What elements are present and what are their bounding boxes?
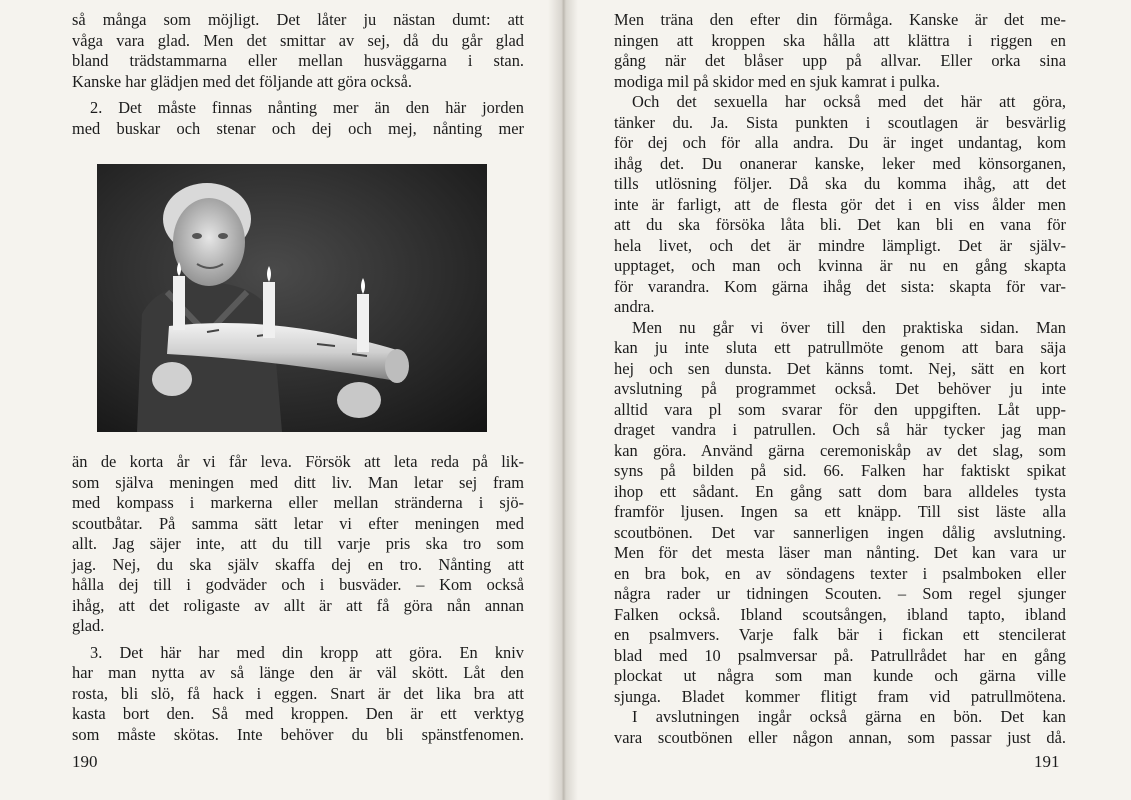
text-line: scoutbåtar. På samma sätt letar vi efter meningen med	[72, 513, 524, 533]
text-line: syns på bilden på sid. 66. Falken har faktiskt spikat	[614, 461, 1066, 480]
text-line: kasta bort den. Så med kroppen. Den är ett verktyg	[72, 704, 524, 723]
text-line: scoutbönen. Det var sannerligen ingen dålig avslutning.	[614, 522, 1066, 542]
right-paragraph-c	[614, 318, 1066, 708]
text-line: avslutning på programmet också. Det behöver ju inte	[614, 379, 1066, 398]
text-line: för dej och för alla andra. Du är inget undantag, kom	[614, 133, 1066, 152]
text-line: än de korta år vi får leva. Försök att leta reda på lik-	[72, 452, 524, 471]
text-line: hela livet, och det är mindre lämpligt. Det är själv-	[614, 235, 1066, 255]
left-intro-paragraph	[72, 10, 524, 92]
text-line: glad.	[72, 616, 105, 635]
text-line: har man nytta av så länge den är väl skött. Låt den	[72, 663, 524, 682]
text-line: kan ju inte sluta ett patrullmöte genom att bara säja	[614, 338, 1066, 357]
text-line: en bra bok, en av söndagens texter i psalmboken eller	[614, 563, 1066, 583]
text-line: Och det sexuella har också med det här att göra,	[632, 92, 1066, 111]
text-line: 3. Det här har med din kropp att göra. En kniv	[90, 642, 524, 662]
text-line: våga vara glad. Men det smittar av sej, då du går glad	[72, 30, 524, 50]
text-line: modiga mil på skidor med en sjuk kamrat i pulka.	[614, 71, 940, 91]
text-line: kan göra. Använd gärna ceremoniskåp av det slag, som	[614, 440, 1066, 460]
text-line: några rader ur tidningen Scouten. – Som regel sjunger	[614, 584, 1066, 603]
boy-with-candle-holder-photo	[97, 164, 487, 432]
text-line: Men nu går vi över till den praktiska sidan. Man	[632, 317, 1066, 337]
left-paragraph-2-continued	[72, 452, 524, 637]
text-line: alltid vara pl som svarar för den uppgiften. Låt upp-	[614, 399, 1066, 419]
text-line: andra.	[614, 297, 655, 316]
text-line: jag. Nej, du ska själv skaffa dej en tro. Nånting att	[72, 554, 524, 574]
text-line: plockat ut några som man kunde och gärna ville	[614, 666, 1066, 685]
text-line: draget vandra i patrullen. Och så här tycker jag man	[614, 420, 1066, 439]
text-line: vara scoutbönen eller någon annan, som passar just då.	[614, 727, 1066, 747]
text-line: med buskar och stenar och dej och mej, nånting mer	[72, 118, 524, 138]
text-line: Falken också. Ibland scoutsången, ibland tapto, ibland	[614, 604, 1066, 624]
text-line: sjunga. Bladet kommer flitigt fram vid patrullmötena.	[614, 686, 1066, 706]
text-line: ihop ett sådant. En gång satt dom bara alldeles tysta	[614, 481, 1066, 501]
text-line: tills utlösning följer. Då ska du komma ihåg, att det	[614, 174, 1066, 193]
text-line: tänker du. Ja. Sista punkten i scoutlagen är besvärlig	[614, 112, 1066, 132]
book-gutter	[548, 0, 578, 800]
text-line: Men för det mesta läser man nånting. Det kan vara ur	[614, 543, 1066, 562]
text-line: bland trädstammarna eller mellan husväggarna i stan.	[72, 51, 524, 70]
text-line: ihåg, att det roligaste av allt är att få göra nån annan	[72, 595, 524, 615]
text-line: gång när det blåser upp på allvar. Eller orka sina	[614, 51, 1066, 70]
text-line: en psalmvers. Varje falk bär i fickan ett stencilerat	[614, 625, 1066, 644]
text-line: ningen att kroppen ska hålla att klättra i riggen en	[614, 30, 1066, 50]
text-line: inte är farligt, att de flesta gör det i en viss ålder men	[614, 194, 1066, 214]
text-line: hålla dej till i godväder och i busväder. – Kom också	[72, 575, 524, 594]
text-line: som måste skötas. Inte behöver du bli spänstfenomen.	[72, 724, 524, 744]
text-line: framför ljusen. Ingen sa ett knäpp. Till sist läste alla	[614, 502, 1066, 521]
left-paragraph-2	[72, 98, 524, 139]
text-line: så många som möjligt. Det låter ju nästan dumt: att	[72, 10, 524, 29]
right-paragraph-b	[614, 92, 1066, 318]
text-line: att du ska försöka låta bli. Det kan bli en vana för	[614, 215, 1066, 234]
text-line: hej och sen dunsta. Det känns tomt. Nej, sätt en kort	[614, 358, 1066, 378]
right-paragraph-a	[614, 10, 1066, 92]
right-paragraph-d	[614, 707, 1066, 748]
left-paragraph-3	[72, 643, 524, 746]
text-line: för varandra. Kom gärna ihåg det sista: skapta för var-	[614, 276, 1066, 296]
page-number-right: 191	[1034, 752, 1060, 771]
text-line: allt. Jag säjer inte, att du till varje pris ska tro som	[72, 534, 524, 553]
text-line: upptaget, och man och kvinna är nu en gång skapta	[614, 256, 1066, 275]
text-line: blad med 10 psalmversar på. Patrullrådet har en gång	[614, 645, 1066, 665]
page-number-left: 190	[72, 752, 98, 771]
text-line: I avslutningen ingår också gärna en bön. Det kan	[632, 707, 1066, 726]
text-line: 2. Det måste finnas nånting mer än den här jorden	[90, 98, 524, 117]
left-page	[72, 10, 524, 745]
text-line: ihåg det. Du onanerar kanske, leker med könsorganen,	[614, 153, 1066, 173]
text-line: Kanske har glädjen med det följande att göra också.	[72, 71, 412, 91]
right-page	[614, 10, 1066, 748]
text-line: rosta, bli slö, få hack i eggen. Snart är det lika bra att	[72, 683, 524, 703]
text-line: som själva meningen med ditt liv. Man letar sej fram	[72, 472, 524, 492]
text-line: med kompass i markerna eller mellan stränderna i sjö-	[72, 493, 524, 512]
text-line: Men träna den efter din förmåga. Kanske är det me-	[614, 10, 1066, 29]
